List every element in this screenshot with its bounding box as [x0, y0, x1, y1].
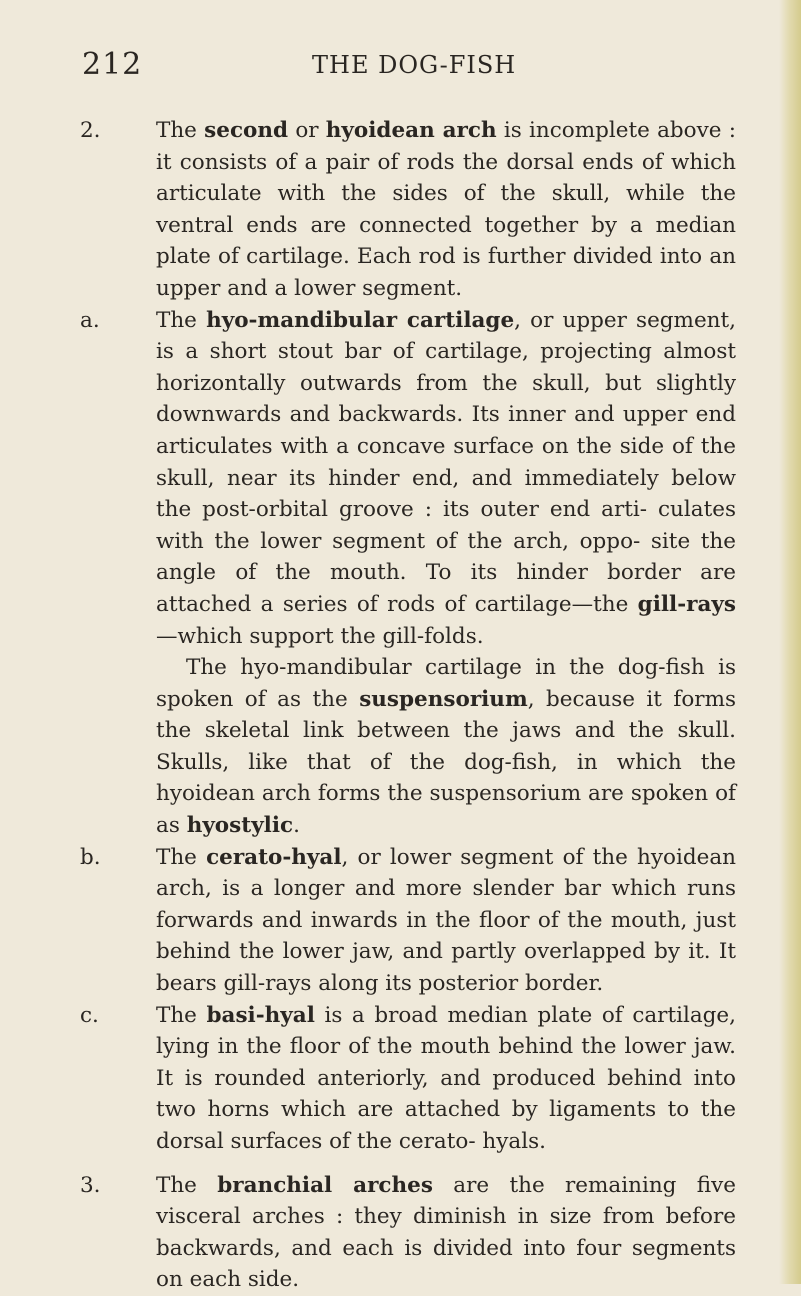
text-run: The — [156, 1002, 207, 1028]
term-bold: second — [204, 118, 289, 143]
term-bold: hyostylic — [186, 813, 294, 839]
subsection-b-cerato-hyal — [80, 842, 736, 1000]
paragraph — [156, 652, 736, 842]
term-bold: gill-rays — [637, 591, 736, 617]
subsection-marker: b. — [80, 844, 101, 870]
page-edge-shading — [779, 0, 801, 1284]
subsection-c-basi-hyal — [80, 1000, 736, 1158]
paragraph — [156, 305, 736, 653]
subsection-marker: c. — [80, 1002, 99, 1028]
term-bold: hyo-mandibular cartilage — [206, 307, 515, 333]
term-bold: branchial arches — [217, 1172, 433, 1198]
page-number: 212 — [82, 47, 143, 82]
text-run: The — [156, 1172, 218, 1198]
text-run: , because it forms the skeletal link between the jaws and the skull. Skulls, like that of the dog-fish, in which the hyoidean arch forms the suspensorium are spoken of as — [156, 686, 737, 839]
text-run: The — [156, 307, 207, 333]
text-run: , or lower segment of the hyoidean arch, is a longer and more slender bar which runs forwards and inwards in the floor of the mouth, just behind the lower jaw, and partly overlapped by it. It bears gill-rays along its posterior border. — [156, 844, 736, 997]
page-header — [0, 47, 801, 87]
running-head: THE DOG-FISH — [312, 51, 517, 79]
text-run: , or upper segment, is a short stout bar of cartilage, projecting almost horizontally outwards from the skull, but slightly downwards and backwards. Its inner and upper end articulates with a concave surface on the side of the skull, near its hinder end, and immediately below the post-orbital groove : its outer end arti- culates with the lower segment of the arch, oppo- site the angle of the mouth. To its hinder border are attached a series of rods of cartilage—the — [156, 307, 736, 617]
text-run: The — [156, 118, 205, 143]
text-run: are the remaining five visceral arches : they diminish in size from before backwards, and each is divided into four segments on each side. — [156, 1172, 736, 1293]
subsection-marker: a. — [80, 307, 100, 333]
text-run: The — [156, 844, 207, 870]
term-bold: basi-hyal — [206, 1002, 315, 1028]
subsection-a-hyo-mandibular — [80, 305, 737, 842]
section-2-hyoidean-arch — [80, 115, 736, 305]
term-bold: cerato-hyal — [206, 844, 342, 870]
text-run: . — [293, 813, 300, 839]
term-bold: hyoidean arch — [325, 118, 497, 143]
page-body — [80, 115, 736, 1296]
text-run: is incomplete above : it consists of a pair of rods the dorsal ends of which articulate with the sides of the skull, while the ventral ends are connected together by a median plate of cartilage. Each rod is further divided into an upper and a lower segment. — [156, 118, 736, 301]
text-run: The hyo-mandibular cartilage in the dog-fish is spoken of as the — [156, 655, 736, 712]
term-bold: suspensorium — [359, 686, 528, 712]
text-run: is a broad median plate of cartilage, lying in the floor of the mouth behind the lower jaw. It is rounded anteriorly, and produced behind into two horns which are attached by ligaments to the dorsal surfaces of the cerato- hyals. — [156, 1002, 736, 1154]
text-run: or — [288, 118, 326, 143]
section-marker: 2. — [80, 118, 101, 143]
section-marker: 3. — [80, 1172, 101, 1198]
text-run: —which support the gill-folds. — [156, 623, 484, 649]
section-3-branchial-arches — [80, 1170, 736, 1296]
